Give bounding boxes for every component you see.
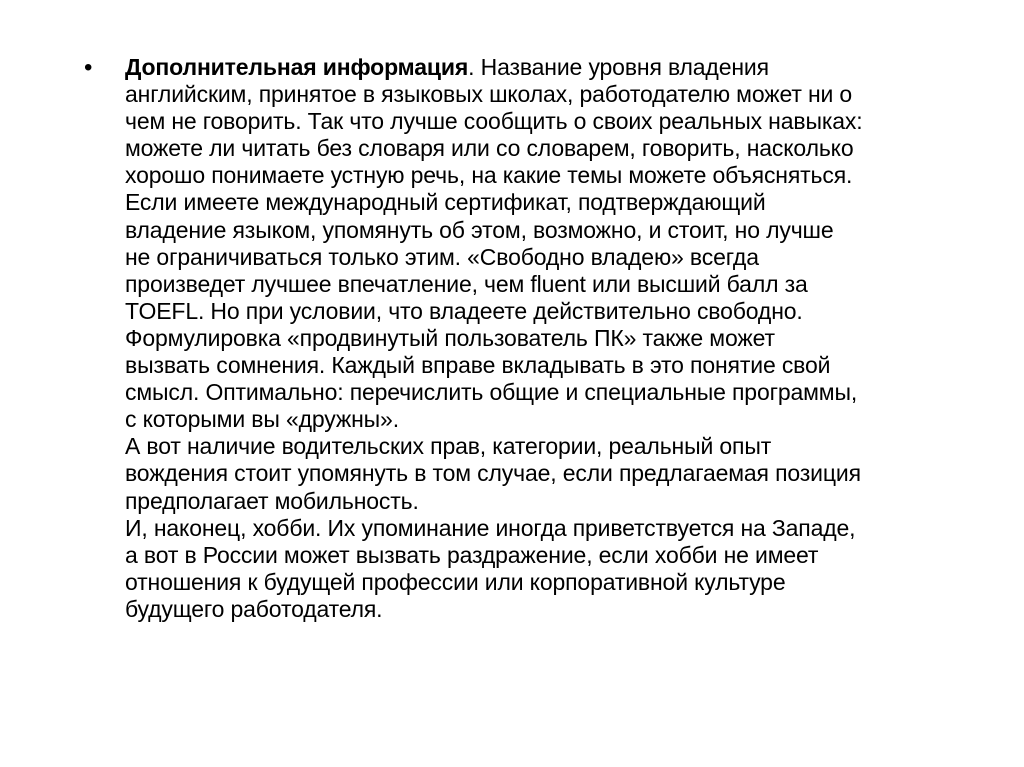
bullet-heading: Дополнительная информация [125, 54, 469, 80]
bullet-text [125, 54, 980, 623]
text-line: будущего работодателя. [125, 595, 383, 622]
text-line: вызвать сомнения. Каждый вправе вкладывать в это понятие свой [125, 352, 831, 379]
text-line: английским, принятое в языковых школах, работодателю может ни о [125, 81, 853, 108]
text-line: владение языком, упомянуть об этом, возможно, и стоит, но лучше [125, 216, 834, 243]
bullet-marker: • [84, 54, 93, 81]
text-line: не ограничиваться только этим. «Свободно владею» всегда [125, 243, 759, 270]
text-line: предполагает мобильность. [125, 487, 419, 514]
first-line-rest: . Название уровня владения [468, 54, 769, 80]
text-line-first [125, 54, 980, 81]
text-line: И, наконец, хобби. Их упоминание иногда приветствуется на Западе, [125, 514, 856, 541]
text-line: А вот наличие водительских прав, категории, реальный опыт [125, 433, 772, 460]
text-line: хорошо понимаете устную речь, на какие темы можете объясняться. [125, 162, 853, 189]
text-line: с которыми вы «дружны». [125, 406, 399, 433]
text-line: отношения к будущей профессии или корпоративной культуре [125, 568, 786, 595]
text-line: произведет лучшее впечатление, чем fluent или высший балл за [125, 270, 808, 297]
text-line: Формулировка «продвинутый пользователь ПК» также может [125, 324, 775, 351]
text-line: TOEFL. Но при условии, что владеете действительно свободно. [125, 297, 803, 324]
text-line: Если имеете международный сертификат, подтверждающий [125, 189, 766, 216]
text-line: а вот в России может вызвать раздражение, если хобби не имеет [125, 541, 819, 568]
text-line: чем не говорить. Так что лучше сообщить о своих реальных навыках: [125, 108, 863, 135]
text-line: можете ли читать без словаря или со словарем, говорить, насколько [125, 135, 854, 162]
text-line: смысл. Оптимально: перечислить общие и специальные программы, [125, 379, 858, 406]
text-line: вождения стоит упомянуть в том случае, если предлагаемая позиция [125, 460, 861, 487]
